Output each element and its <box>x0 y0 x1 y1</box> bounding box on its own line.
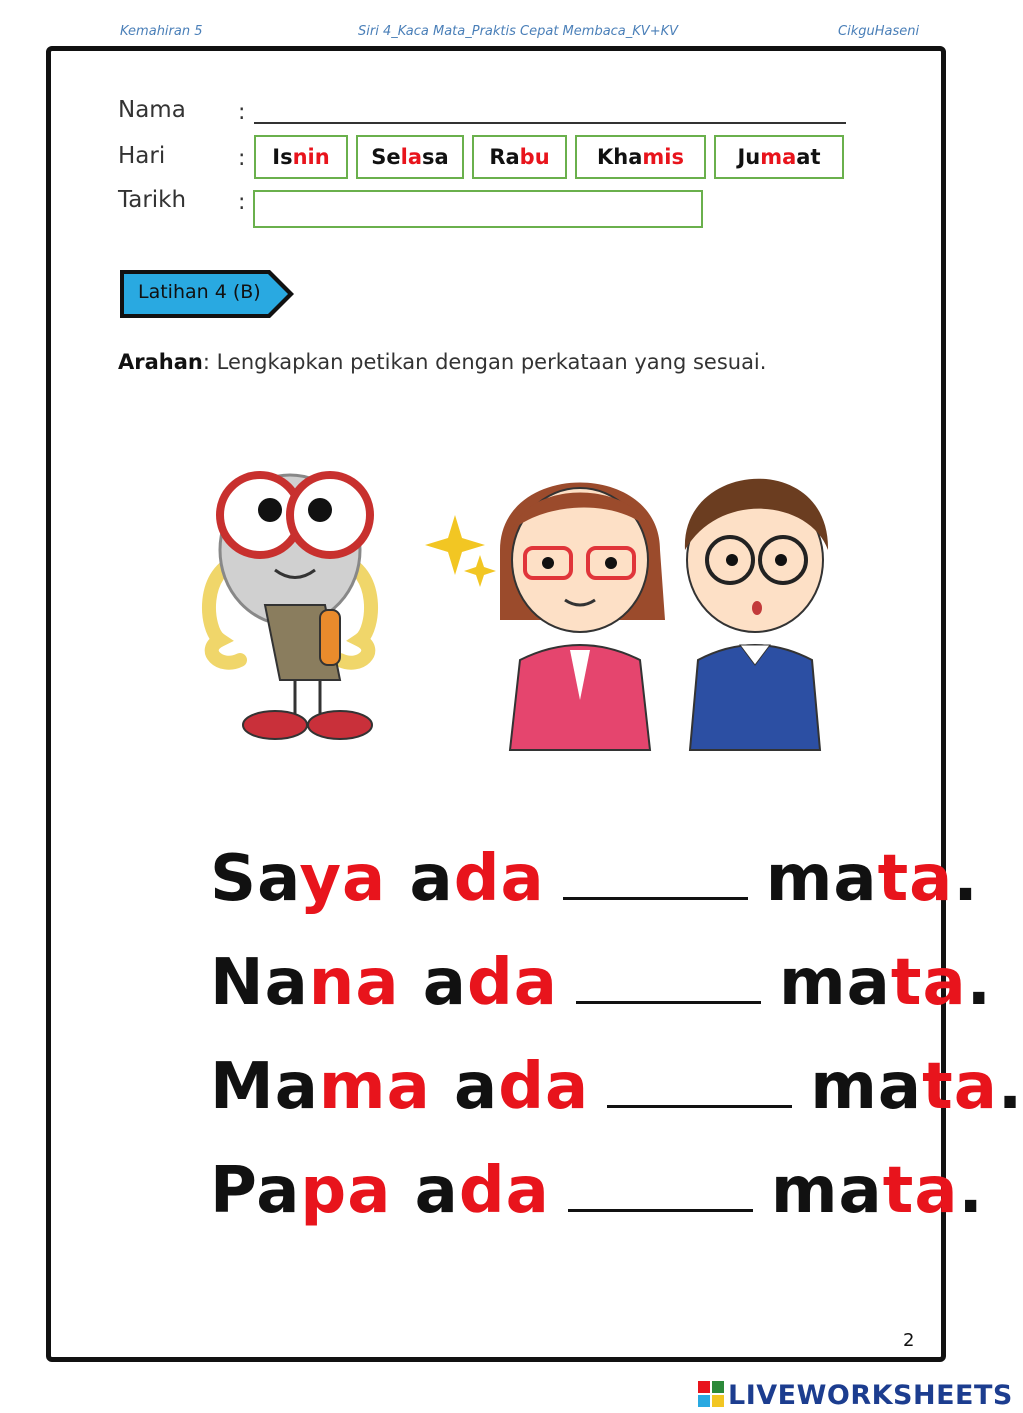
word-part: ma <box>810 1050 923 1124</box>
word-part: Sa <box>210 842 300 916</box>
day-text: Is <box>272 145 293 169</box>
day-text-tail: at <box>796 145 821 169</box>
answer-blank[interactable] <box>607 1097 792 1108</box>
full-stop: . <box>953 842 979 916</box>
instruction <box>118 350 766 374</box>
word-part: a <box>422 946 467 1020</box>
day-colon: : <box>238 146 246 171</box>
sentence-2 <box>210 946 992 1020</box>
characters-illustration <box>180 440 860 750</box>
day-option-rabu[interactable] <box>472 135 567 179</box>
day-option-jumaat[interactable] <box>714 135 844 179</box>
full-stop: . <box>966 946 992 1020</box>
full-stop: . <box>958 1154 984 1228</box>
date-colon: : <box>238 190 246 215</box>
day-text: Kha <box>597 145 643 169</box>
word-part: a <box>454 1050 499 1124</box>
date-field[interactable] <box>253 190 703 228</box>
day-text-red: nin <box>292 145 330 169</box>
day-option-selasa[interactable] <box>356 135 464 179</box>
word-part-red: pa <box>300 1154 392 1228</box>
answer-blank[interactable] <box>576 993 761 1004</box>
man-character-illustration <box>685 479 828 750</box>
word-part-red: ta <box>922 1050 998 1124</box>
day-text-red: mis <box>642 145 684 169</box>
header-left: Kemahiran 5 <box>120 24 203 39</box>
day-text-tail: sa <box>422 145 449 169</box>
word-part-red: da <box>466 946 558 1020</box>
word-part-red: ta <box>877 842 954 916</box>
answer-blank[interactable] <box>563 889 748 900</box>
word-part: ma <box>765 842 878 916</box>
day-text: Ju <box>737 145 761 169</box>
word-part: a <box>409 842 454 916</box>
brand-wordmark[interactable]: LIVEWORKSHEETS <box>728 1380 1013 1411</box>
name-colon: : <box>238 100 246 125</box>
word-part: ma <box>770 1154 883 1228</box>
name-label: Nama <box>118 97 186 123</box>
instruction-bold: Arahan <box>118 350 203 374</box>
word-part-red: ya <box>299 842 387 916</box>
word-part: Ma <box>210 1050 319 1124</box>
answer-blank[interactable] <box>568 1201 753 1212</box>
day-text-red: ma <box>760 145 797 169</box>
sentence-3 <box>210 1050 1023 1124</box>
girl-character-illustration <box>209 475 372 739</box>
date-label: Tarikh <box>118 187 187 213</box>
word-part-red: da <box>458 1154 550 1228</box>
sentence-1 <box>210 842 979 916</box>
word-part: Na <box>210 946 309 1020</box>
full-stop: . <box>997 1050 1023 1124</box>
word-part-red: ta <box>882 1154 959 1228</box>
liveworksheets-logo-icon <box>698 1381 724 1407</box>
woman-character-illustration <box>500 483 665 751</box>
day-text: Se <box>371 145 401 169</box>
header-right: CikguHaseni <box>838 24 920 39</box>
name-field[interactable] <box>254 122 846 124</box>
day-option-isnin[interactable] <box>254 135 348 179</box>
sparkle-icon <box>425 515 496 587</box>
word-part-red: ta <box>890 946 967 1020</box>
page-number: 2 <box>903 1330 915 1351</box>
day-text-red: bu <box>519 145 550 169</box>
sentence-4 <box>210 1154 984 1228</box>
instruction-text: : Lengkapkan petikan dengan perkataan yang sesuai. <box>202 350 767 374</box>
word-part-red: da <box>453 842 545 916</box>
exercise-tag-label: Latihan 4 (B) <box>138 281 261 303</box>
day-text-red: la <box>400 145 423 169</box>
word-part: ma <box>778 946 891 1020</box>
day-label: Hari <box>118 143 166 169</box>
day-option-khamis[interactable] <box>575 135 706 179</box>
word-part: Pa <box>210 1154 301 1228</box>
header-center: Siri 4_Kaca Mata_Praktis Cepat Membaca_KV+KV <box>358 24 678 39</box>
day-text: Ra <box>489 145 520 169</box>
word-part-red: da <box>498 1050 590 1124</box>
exercise-tag <box>118 268 298 320</box>
word-part-red: na <box>308 946 400 1020</box>
word-part-red: ma <box>318 1050 431 1124</box>
word-part: a <box>414 1154 459 1228</box>
